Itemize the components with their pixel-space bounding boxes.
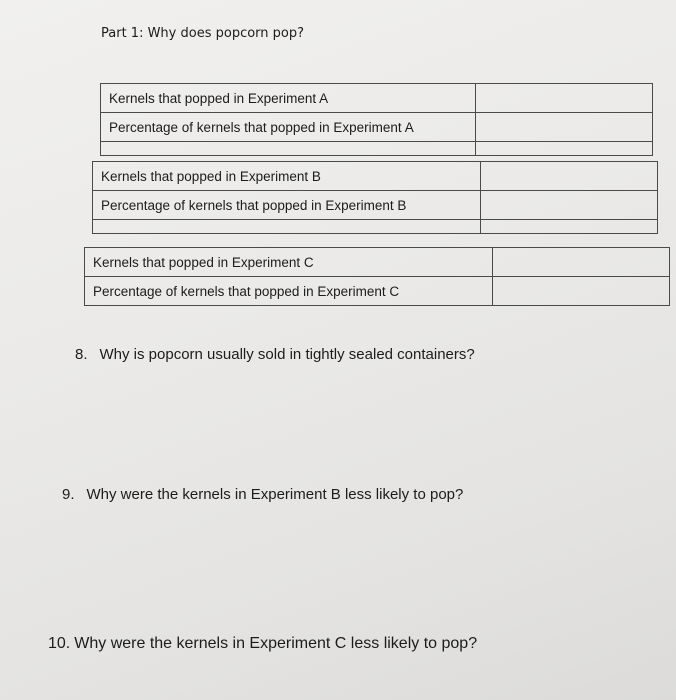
answer-cell-a-percentage[interactable] — [476, 113, 653, 142]
table-row — [85, 277, 670, 306]
answer-cell-b-kernels[interactable] — [481, 162, 658, 191]
question-10 — [48, 635, 477, 653]
question-text: Why were the kernels in Experiment B less likely to pop? — [86, 486, 464, 503]
row-label-b-percentage: Percentage of kernels that popped in Experiment B — [93, 191, 481, 220]
question-text: Why is popcorn usually sold in tightly sealed containers? — [99, 346, 475, 363]
table-row — [101, 84, 653, 113]
question-number: 8. — [75, 346, 88, 363]
table-row — [93, 162, 658, 191]
row-label-c-percentage: Percentage of kernels that popped in Experiment C — [85, 277, 493, 306]
table-gap-row — [101, 142, 653, 156]
experiment-a-table — [100, 83, 653, 156]
row-label-a-kernels: Kernels that popped in Experiment A — [101, 84, 476, 113]
table-row — [101, 113, 653, 142]
table-row — [93, 191, 658, 220]
answer-cell-c-kernels[interactable] — [493, 248, 670, 277]
table-gap-row — [93, 220, 658, 234]
part-title: Part 1: Why does popcorn pop? — [101, 26, 305, 41]
row-label-a-percentage: Percentage of kernels that popped in Experiment A — [101, 113, 476, 142]
answer-cell-b-percentage[interactable] — [481, 191, 658, 220]
table-row — [85, 248, 670, 277]
row-label-c-kernels: Kernels that popped in Experiment C — [85, 248, 493, 277]
answer-cell-a-kernels[interactable] — [476, 84, 653, 113]
answer-cell-c-percentage[interactable] — [493, 277, 670, 306]
experiment-c-table — [84, 247, 670, 306]
row-label-b-kernels: Kernels that popped in Experiment B — [93, 162, 481, 191]
question-text: Why were the kernels in Experiment C less likely to pop? — [74, 635, 478, 652]
question-number: 10. — [48, 635, 71, 652]
experiment-b-table — [92, 161, 658, 234]
question-9 — [62, 486, 463, 503]
question-number: 9. — [62, 486, 75, 503]
question-8 — [75, 346, 475, 363]
